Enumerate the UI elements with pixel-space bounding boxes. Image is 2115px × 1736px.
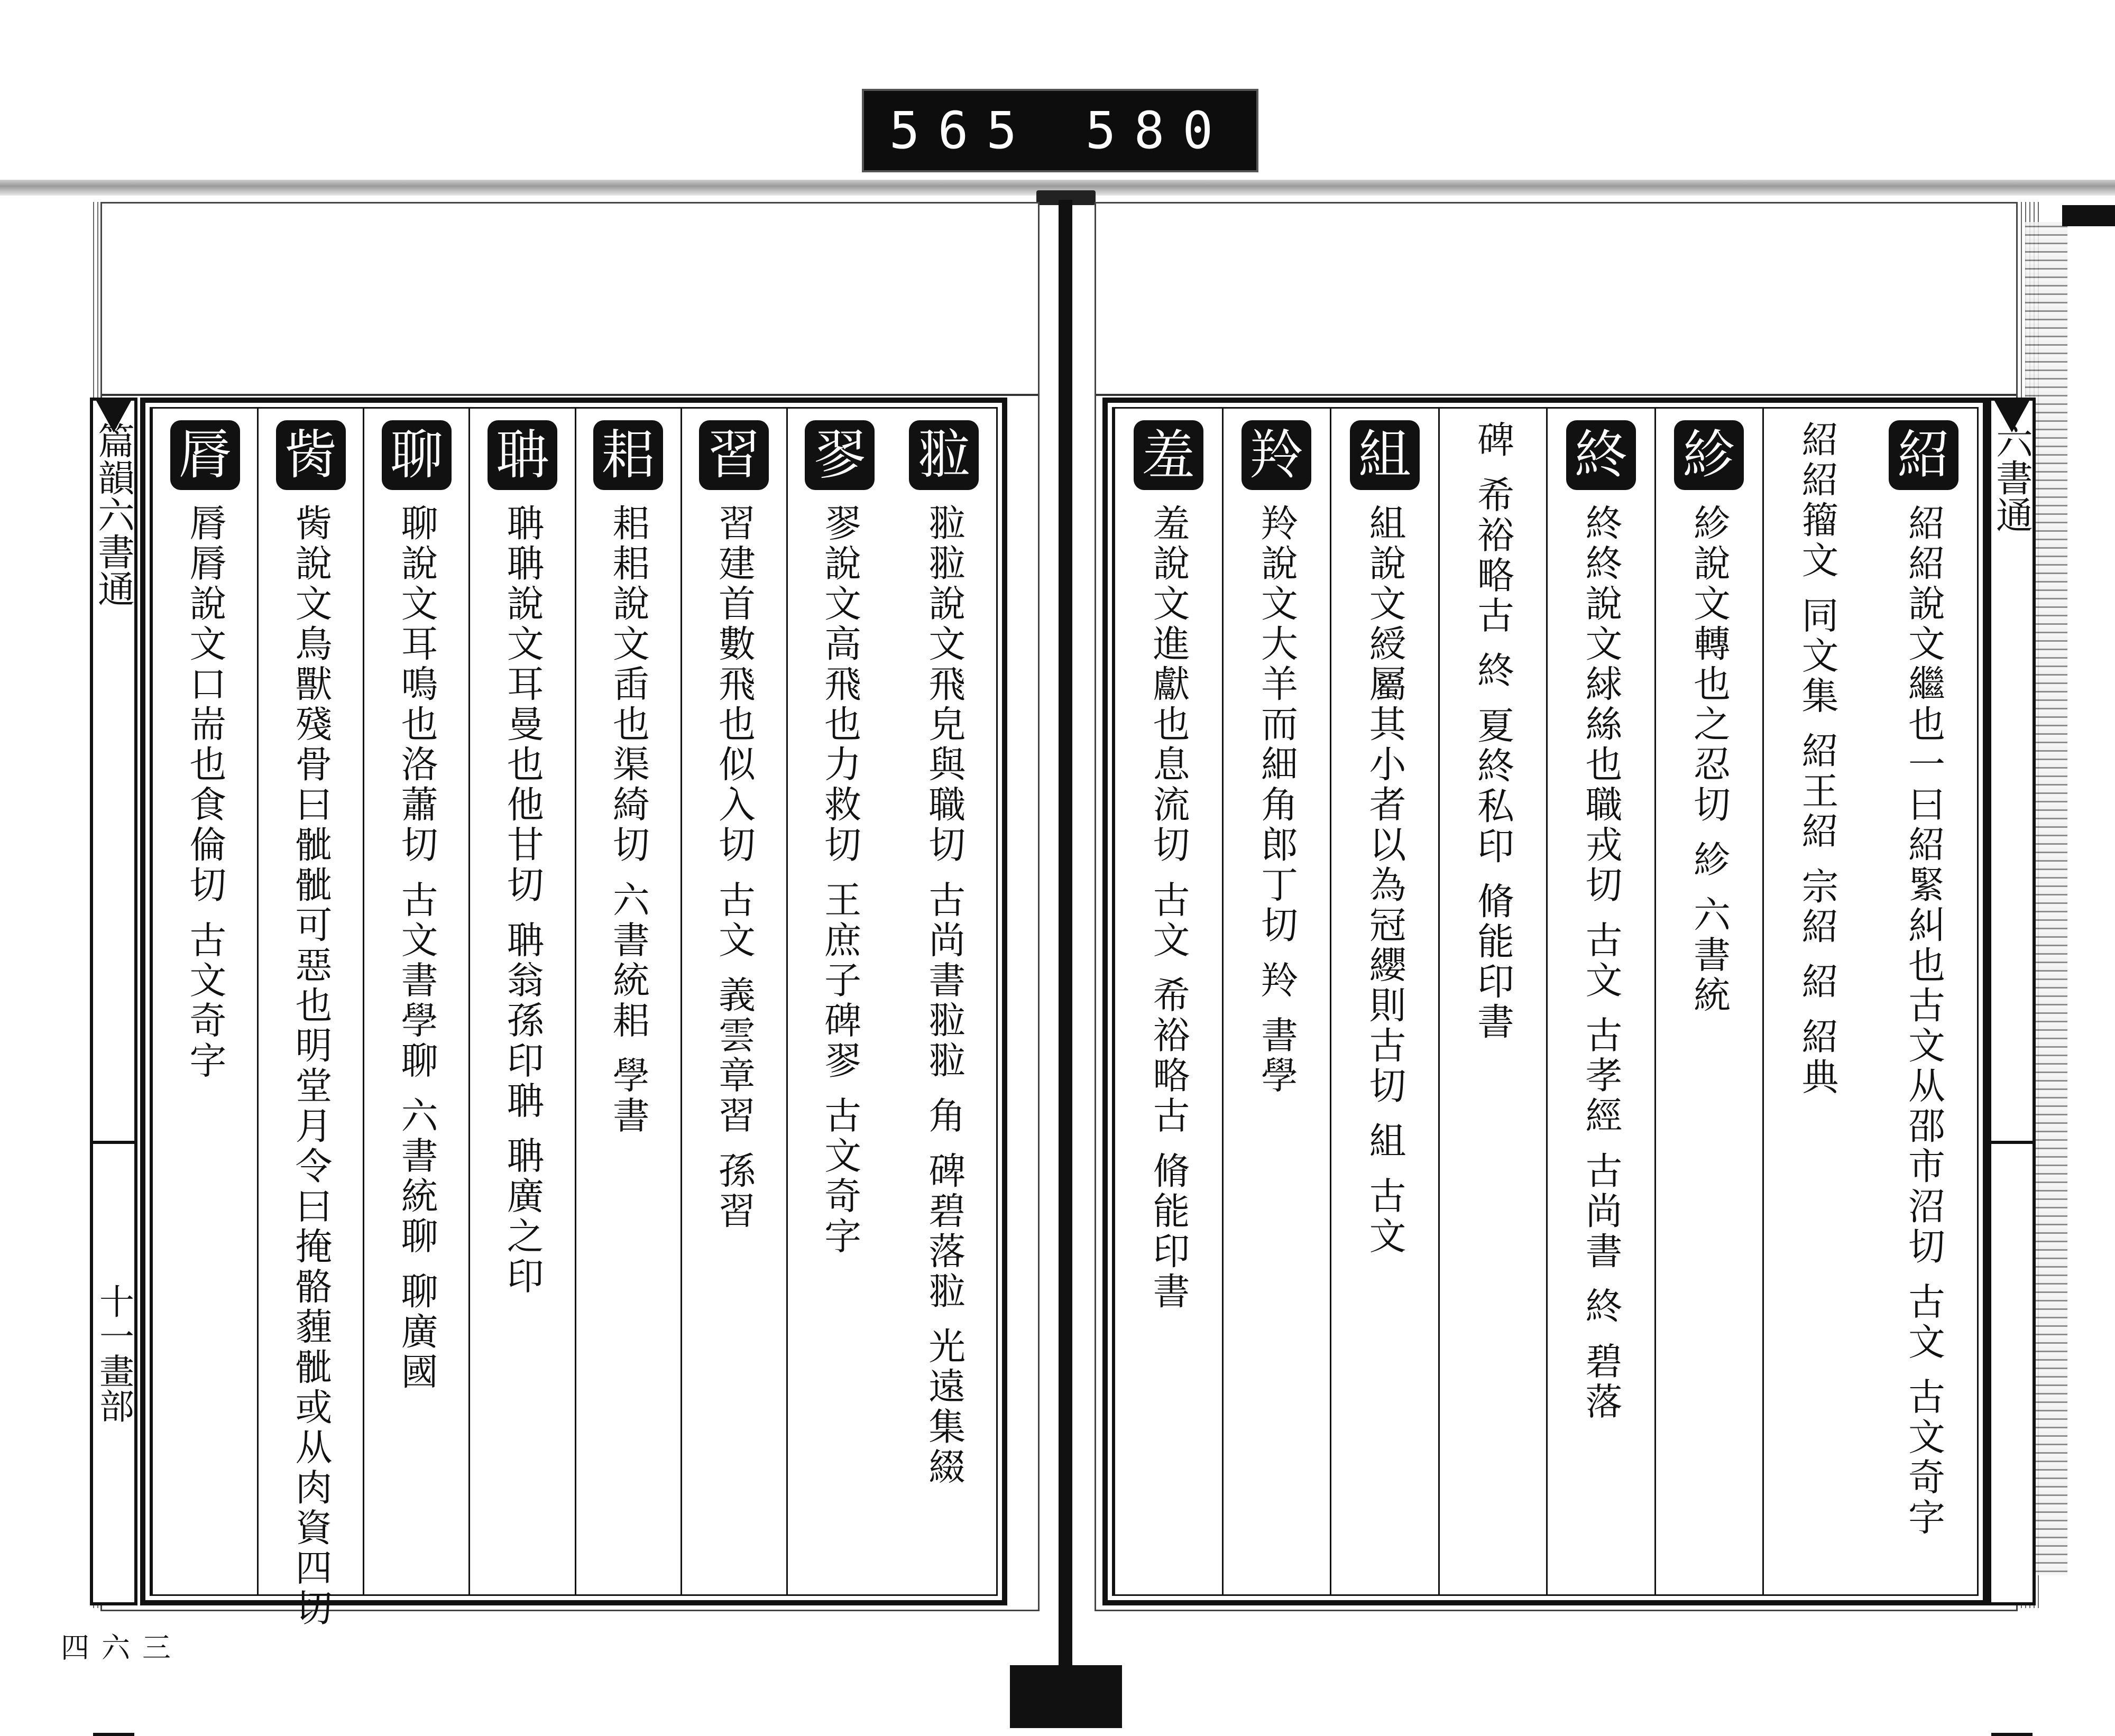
left-text-panel — [140, 398, 1007, 1629]
headword-block: 脣 — [170, 420, 240, 490]
entry-text: 聃聃說文耳曼也他甘切 聃翁孫印聃 聃廣之印 — [501, 504, 545, 1297]
frame-number-left: 565 — [889, 101, 1035, 160]
right-text-panel — [1102, 398, 1988, 1605]
left-page-sidebar — [56, 398, 171, 1661]
entry-column — [1114, 409, 1222, 1594]
headword-block: 終 — [1566, 420, 1636, 490]
entry-column — [1438, 409, 1547, 1594]
entry-text: 紹紹籀文 同文集 紹王紹 宗紹 紹 紹典 — [1796, 420, 1839, 1098]
headword-block: 羚 — [1242, 420, 1311, 490]
right-page-sidebar — [1988, 398, 2036, 1605]
right-book-title: 六書通 — [1990, 422, 2034, 533]
entry-text: 習建首數飛也似入切 古文 義雲章習 孫習 — [712, 504, 756, 1232]
entry-column — [1546, 409, 1654, 1594]
entry-text: 聊說文耳鳴也洛蕭切 古文書學聊 六書統聊 聊廣國 — [395, 504, 439, 1392]
entry-column — [468, 409, 574, 1594]
entry-text: 翋翋說文飛皃與職切 古尚書翋翋 角 碑碧落翋 光遠集綴 — [922, 504, 966, 1488]
right-edge-bar — [2062, 205, 2115, 226]
entry-column — [1654, 409, 1763, 1594]
right-page-margin — [1096, 204, 2016, 396]
film-frame-label — [862, 89, 1258, 172]
headword-block: 紾 — [1674, 420, 1744, 490]
frame-number-right: 580 — [1085, 101, 1231, 160]
entry-column — [1871, 409, 1978, 1594]
entry-text: 胔說文鳥獸殘骨曰骴骴可惡也明堂月令曰掩骼薶骴或从肉資四切 — [289, 504, 333, 1629]
entry-column — [1330, 409, 1438, 1594]
entry-column — [681, 409, 786, 1594]
entry-column — [892, 409, 996, 1594]
headword-block: 組 — [1350, 420, 1420, 490]
entry-text: 紾說文轉也之忍切 紾 六書統 — [1687, 504, 1731, 1016]
entry-text: 碑 希裕略古 終 夏終私印 脩能印書 — [1471, 420, 1515, 1043]
left-page-margin — [102, 204, 1038, 396]
entry-column — [1222, 409, 1330, 1594]
left-section-title: 十一畫部 — [93, 1283, 134, 1423]
headword-block: 聃 — [488, 420, 557, 490]
headword-block: 習 — [699, 420, 769, 490]
headword-block: 耜 — [593, 420, 663, 490]
entry-text: 紹紹說文繼也一曰紹緊糾也古文从邵市沼切 古文 古文奇字 — [1902, 504, 1946, 1538]
entry-column — [257, 409, 363, 1629]
sidebar-rule — [93, 1733, 134, 1736]
spine-foot — [1010, 1665, 1122, 1728]
entry-text: 翏說文高飛也力救切 王庶子碑翏 古文奇字 — [818, 504, 862, 1257]
entry-column — [786, 409, 892, 1594]
entry-column — [1762, 409, 1871, 1594]
entry-text: 耜耜說文臿也渠綺切 六書統耜 學書 — [606, 504, 650, 1137]
headword-block: 翏 — [805, 420, 875, 490]
left-book-title: 篇韻六書通 — [91, 422, 135, 607]
entry-column — [575, 409, 681, 1594]
sidebar-rule — [1991, 1733, 2033, 1736]
headword-block: 胔 — [276, 420, 346, 490]
sidebar-rule — [93, 1141, 134, 1144]
sidebar-rule — [1991, 1141, 2033, 1144]
entry-text: 終終說文絿絲也職戎切 古文 古孝經 古尚書 終 碧落 — [1579, 504, 1623, 1423]
entry-text: 羚說文大羊而細角郎丁切 羚 書學 — [1255, 504, 1299, 1096]
book-spine — [1059, 200, 1072, 1675]
entry-text: 脣脣說文口耑也食倫切 古文奇字 — [183, 504, 227, 1082]
headword-block: 羞 — [1134, 420, 1203, 490]
entry-column — [363, 409, 468, 1594]
headword-block: 翋 — [909, 420, 979, 490]
entry-column — [151, 409, 257, 1594]
left-page-number: 三六四 — [56, 1632, 171, 1661]
entry-text: 羞說文進獻也息流切 古文 希裕略古 脩能印書 — [1147, 504, 1190, 1312]
headword-block: 聊 — [382, 420, 452, 490]
headword-block: 紹 — [1889, 420, 1958, 490]
entry-text: 組說文綬屬其小者以為冠纓則古切 組 古文 — [1363, 504, 1406, 1257]
